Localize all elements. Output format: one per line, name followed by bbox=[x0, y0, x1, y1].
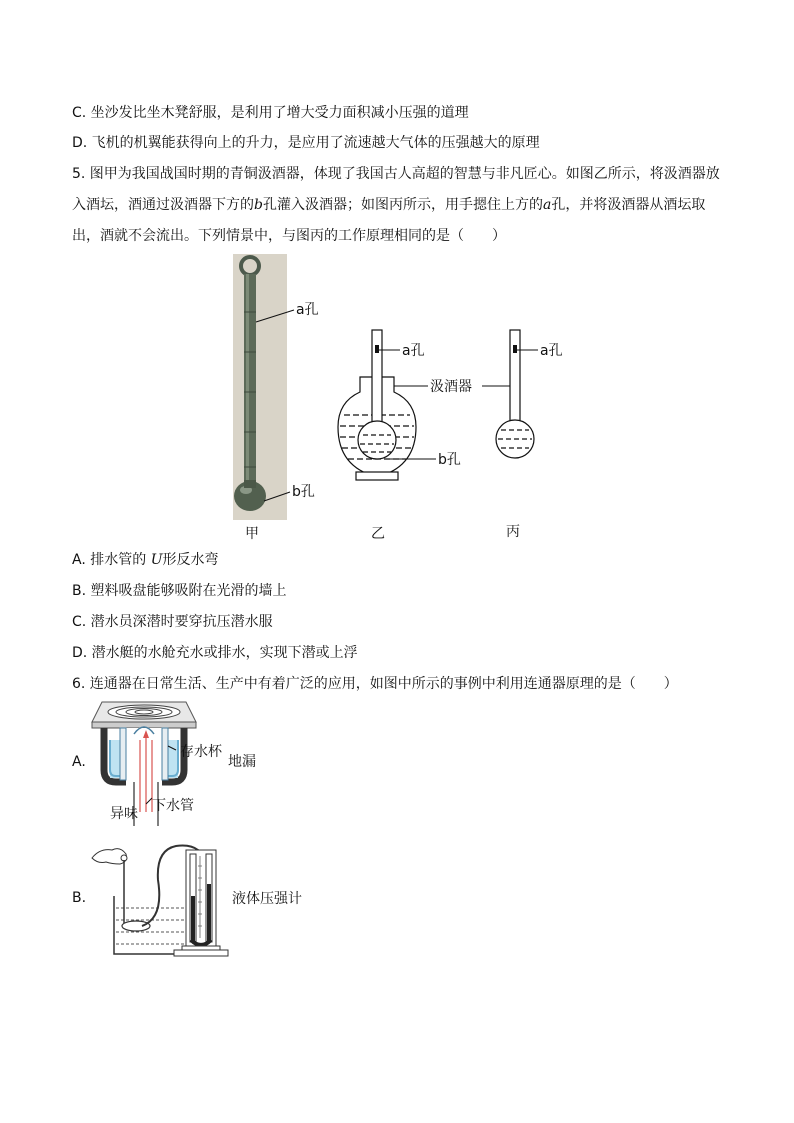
q5-option-d: D. 潜水艇的水舱充水或排水，实现下潜或上浮 bbox=[72, 645, 358, 661]
q5-stem-line3: 出，酒就不会流出。下列情景中，与图丙的工作原理相同的是（ ） bbox=[72, 228, 506, 244]
q5-stem-line2 bbox=[72, 195, 705, 215]
figure-jia-photo bbox=[233, 254, 287, 520]
caption-jia: 甲 bbox=[245, 526, 259, 542]
q5-var-a: a bbox=[542, 197, 552, 213]
q6-option-a-letter: A. bbox=[72, 754, 86, 770]
q5-option-a-suffix: 形反水弯 bbox=[162, 552, 219, 568]
label-cup: 存水杯 bbox=[180, 744, 222, 760]
label-drain: 地漏 bbox=[228, 754, 256, 770]
q5-stem-line2-part1: 入酒坛，酒通过汲酒器下方的 bbox=[72, 197, 254, 213]
q5-var-b: b bbox=[254, 197, 263, 213]
q4-option-c: C. 坐沙发比坐木凳舒服，是利用了增大受力面积减小压强的道理 bbox=[72, 105, 469, 121]
yi-label-b-hole: b孔 bbox=[438, 452, 461, 468]
q6-option-b-figure bbox=[86, 830, 306, 960]
label-pressure-gauge: 液体压强计 bbox=[232, 891, 302, 907]
q5-option-a-prefix: A. 排水管的 bbox=[72, 552, 151, 568]
q4-option-d: D. 飞机的机翼能获得向上的升力，是应用了流速越大气体的压强越大的原理 bbox=[72, 135, 540, 151]
jia-label-a-hole: a孔 bbox=[296, 302, 319, 318]
q5-stem-line1: 5. 图甲为我国战国时期的青铜汲酒器，体现了我国古人高超的智慧与非凡匠心。如图乙所示，将汲酒器放 bbox=[72, 166, 720, 182]
yi-label-device: 汲酒器 bbox=[430, 379, 472, 395]
yi-label-a-hole: a孔 bbox=[402, 343, 425, 359]
q5-option-c: C. 潜水员深潜时要穿抗压潜水服 bbox=[72, 614, 273, 630]
q6-option-a-figure bbox=[86, 700, 286, 826]
label-pipe: 下水管 bbox=[152, 798, 194, 814]
q5-stem-line2-part2: 孔灌入汲酒器；如图丙所示，用手摁住上方的 bbox=[262, 197, 543, 213]
q5-figure bbox=[220, 252, 580, 544]
q6-option-b-letter: B. bbox=[72, 890, 87, 906]
caption-yi: 乙 bbox=[371, 526, 385, 542]
q5-option-a bbox=[72, 550, 219, 570]
jia-label-b-hole: b孔 bbox=[292, 484, 315, 500]
caption-bing: 丙 bbox=[506, 524, 520, 540]
bing-label-a-hole: a孔 bbox=[540, 343, 563, 359]
label-smell: 异味 bbox=[110, 806, 138, 822]
q5-stem-line2-part3: 孔，并将汲酒器从酒坛取 bbox=[551, 197, 706, 213]
q6-stem: 6. 连通器在日常生活、生产中有着广泛的应用，如图中所示的事例中利用连通器原理的是（ ） bbox=[72, 676, 678, 692]
q5-option-b: B. 塑料吸盘能够吸附在光滑的墙上 bbox=[72, 583, 287, 599]
q5-option-a-var: U bbox=[150, 552, 163, 568]
